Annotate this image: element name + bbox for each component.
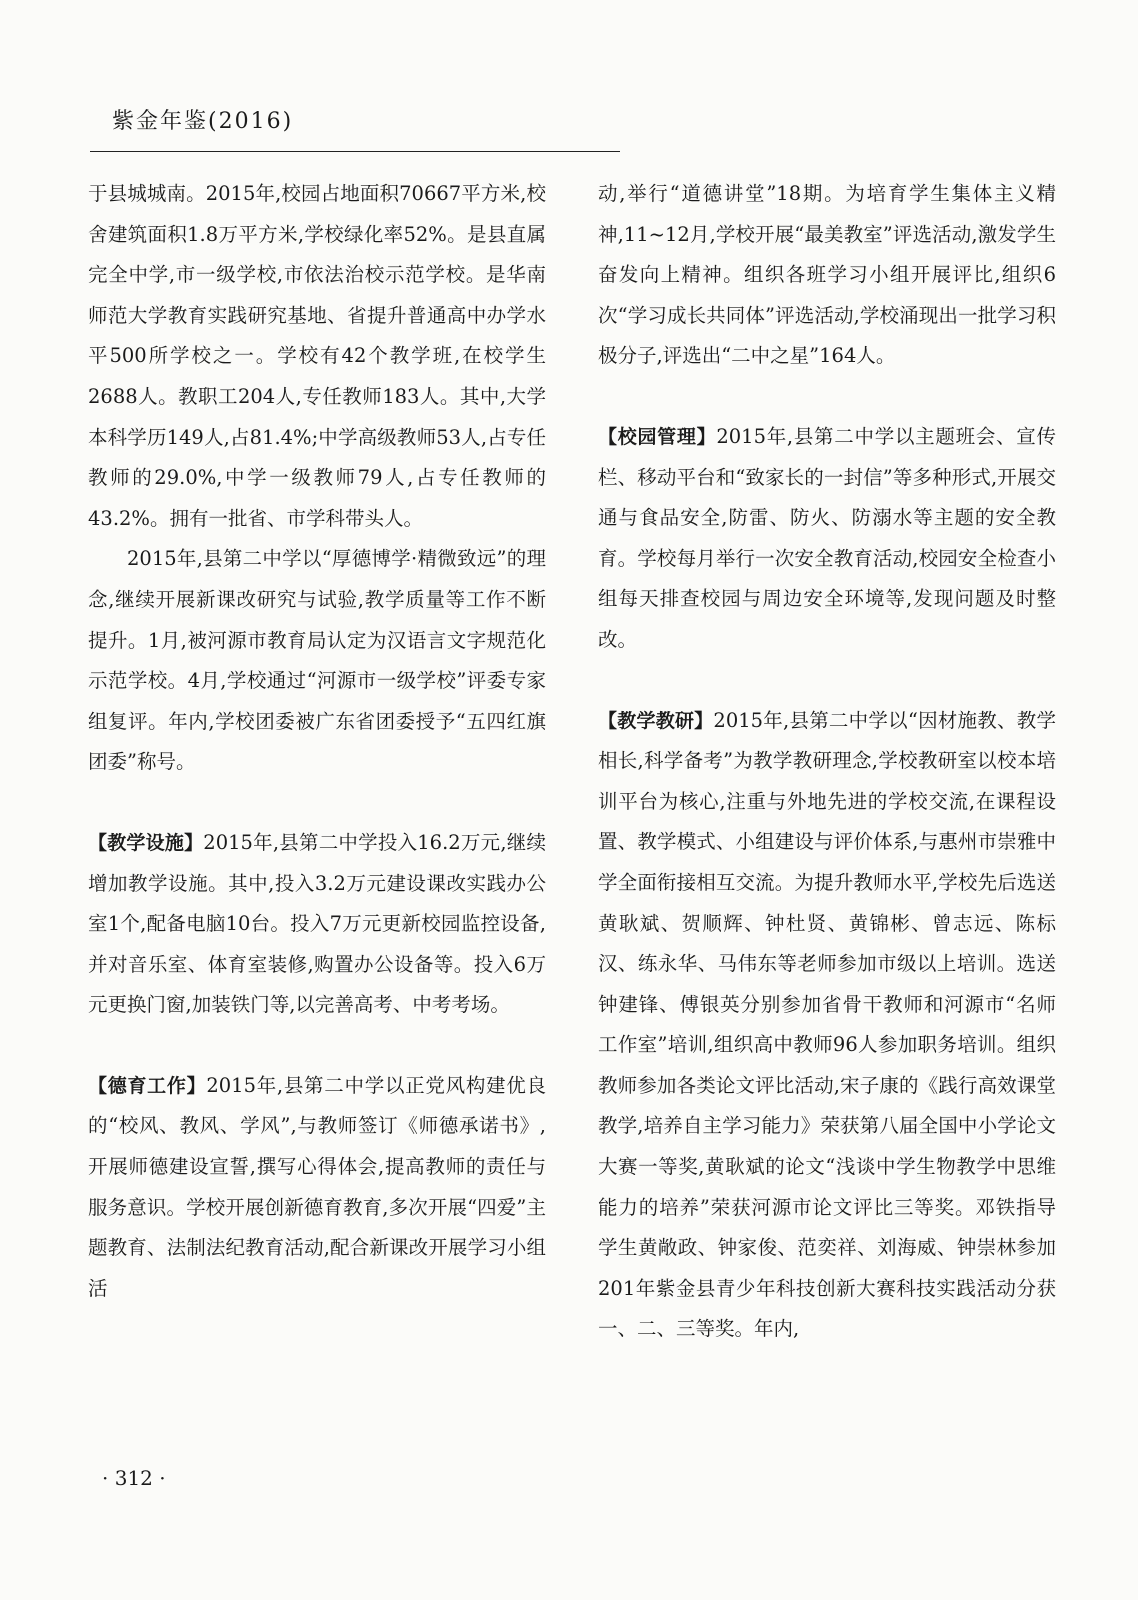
right-column <box>598 174 1056 1350</box>
moral-education-section <box>88 1066 546 1310</box>
header-rule <box>90 151 620 152</box>
section-text-teaching: 2015年,县第二中学以“因材施教、教学相长,科学备考”为教学教研理念,学校教研室以校本培训平台为核心,注重与外地先进的学校交流,在课程设置、教学模式、小组建设与评价体系,与惠州市崇雅中学全面衔接相互交流。为提升教师水平,学校先后选送黄耿斌、贺顺辉、钟杜贤、黄锦彬、曾志远、陈标汉、练永华、马伟东等老师参加市级以上培训。选送钟建锋、傅银英分别参加省骨干教师和河源市“名师工作室”培训,组织高中教师96人参加职务培训。组织教师参加各类论文评比活动,宋子康的《践行高效课堂教学,培养自主学习能力》荣获第八届全国中小学论文大赛一等奖,黄耿斌的论文“浅谈中学生物教学中思维能力的培养”荣获河源市论文评比三等奖。邓铁指导学生黄敞政、钟家俊、范奕祥、刘海威、钟崇林参加201年紫金县青少年科技创新大赛科技实践活动分获一、二、三等奖。年内, <box>598 708 1056 1341</box>
section-label-facilities: 【教学设施】 <box>88 831 204 854</box>
running-head: 紫金年鉴(2016) <box>112 109 294 134</box>
section-text-moral: 2015年,县第二中学以正党风构建优良的“校风、教风、学风”,与教师签订《师德承诺书》,开展师德建设宣誓,撰写心得体会,提高教师的责任与服务意识。学校开展创新德育教育,多次开展“四爱”主题教育、法制法纪教育活动,配合新课改开展学习小组活 <box>88 1073 546 1300</box>
section-text-campus: 2015年,县第二中学以主题班会、宣传栏、移动平台和“致家长的一封信”等多种形式,开展交通与食品安全,防雷、防火、防溺水等主题的安全教育。学校每月举行一次安全教育活动,校园安全检查小组每天排查校园与周边安全环境等,发现问题及时整改。 <box>598 424 1056 651</box>
campus-management-section <box>598 417 1056 661</box>
page-number: · 312 · <box>102 1466 166 1490</box>
section-label-moral: 【德育工作】 <box>88 1074 207 1097</box>
left-column <box>88 174 546 1309</box>
moral-education-continued: 动,举行“道德讲堂”18期。为培育学生集体主义精神,11~12月,学校开展“最美教室”评选活动,激发学生奋发向上精神。组织各班学习小组开展评比,组织6次“学习成长共同体”评选活动,学校涌现出一批学习积极分子,评选出“二中之星”164人。 <box>598 182 1056 368</box>
teaching-research-section <box>598 701 1056 1351</box>
section-label-campus: 【校园管理】 <box>598 425 717 448</box>
section-label-teaching: 【教学教研】 <box>598 709 714 732</box>
teaching-facilities-section <box>88 823 546 1026</box>
section-text-facilities: 2015年,县第二中学投入16.2万元,继续增加教学设施。其中,投入3.2万元建设课改实践办公室1个,配备电脑10台。投入7万元更新校园监控设备,并对音乐室、体育室装修,购置办公设备等。投入6万元更换门窗,加装铁门等,以完善高考、中考考场。 <box>88 830 546 1017</box>
school-overview-paragraph: 2015年,县第二中学以“厚德博学·精微致远”的理念,继续开展新课改研究与试验,教学质量等工作不断提升。1月,被河源市教育局认定为汉语言文字规范化示范学校。4月,学校通过“河源市一级学校”评委专家组复评。年内,学校团委被广东省团委授予“五四红旗团委”称号。 <box>88 547 546 774</box>
school-profile-paragraph: 于县城城南。2015年,校园占地面积70667平方米,校舍建筑面积1.8万平方米,学校绿化率52%。是县直属完全中学,市一级学校,市依法治校示范学校。是华南师范大学教育实践研究基地、省提升普通高中办学水平500所学校之一。学校有42个教学班,在校学生2688人。教职工204人,专任教师183人。其中,大学本科学历149人,占81.4%;中学高级教师53人,占专任教师的29.0%,中学一级教师79人,占专任教师的43.2%。拥有一批省、市学科带头人。 <box>88 182 546 530</box>
